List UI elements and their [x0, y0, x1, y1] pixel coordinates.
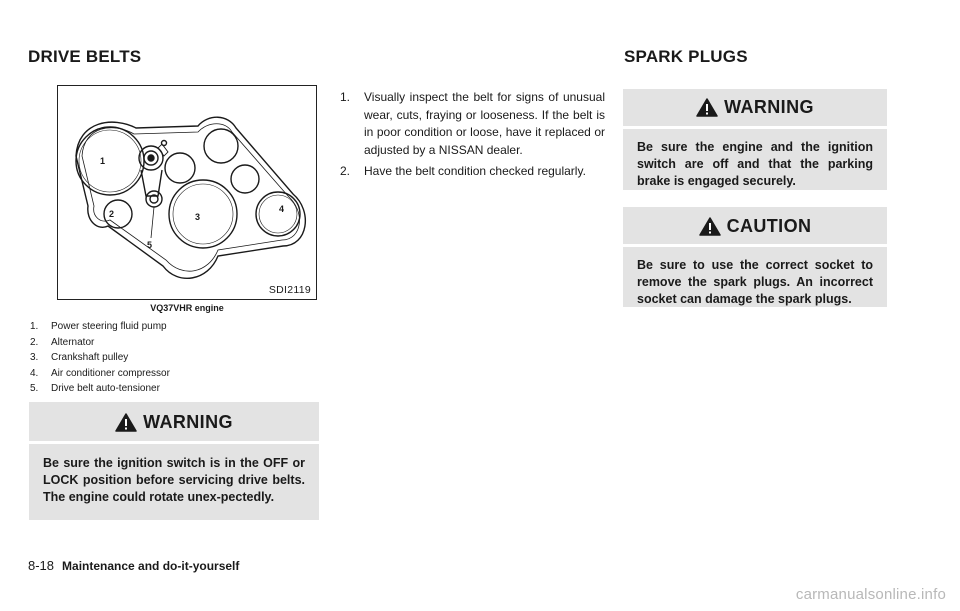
warning-heading: WARNING	[143, 412, 233, 432]
step-item: 2. Have the belt condition checked regularly.	[340, 164, 586, 178]
caution-text: Be sure to use the correct socket to remove the spark plugs. An incorrect socket can damage the spark plugs.	[637, 258, 873, 306]
legend-item: 2. Alternator	[30, 336, 95, 348]
legend-item: 1. Power steering fluid pump	[30, 321, 167, 332]
callout-3: 3	[195, 212, 201, 222]
section-title-spark-plugs: SPARK PLUGS	[624, 47, 748, 66]
spark-plug-caution-box	[623, 207, 887, 307]
chapter-title: Maintenance and do-it-yourself	[62, 559, 240, 573]
callout-1: 1	[100, 156, 106, 166]
page-footer	[28, 558, 239, 573]
figure-code: SDI2119	[268, 284, 311, 296]
caution-triangle-icon	[699, 217, 721, 236]
diagram-legend	[30, 319, 170, 397]
legend-item: 5. Drive belt auto-tensioner	[30, 383, 160, 394]
warning-triangle-icon	[696, 98, 718, 117]
legend-item: 3. Crankshaft pulley	[30, 352, 129, 363]
page-number: 8-18	[28, 558, 55, 573]
warning-triangle-icon	[115, 413, 137, 432]
callout-4: 4	[279, 204, 285, 214]
inspection-steps	[340, 89, 605, 185]
spark-plug-warning-box	[623, 89, 887, 190]
watermark: carmanualsonline.info	[795, 586, 946, 603]
warning-text: Be sure the engine and the ignition switch are off and that the parking brake is engaged securely.	[637, 140, 873, 188]
section-title-drive-belts: DRIVE BELTS	[28, 47, 142, 66]
belt-routing-drawing	[58, 86, 318, 301]
drive-belt-warning-box	[29, 402, 319, 520]
legend-item: 4. Air conditioner compressor	[30, 367, 170, 379]
warning-text: Be sure the ignition switch is in the OFF or LOCK position before servicing drive belts. The engine could rotate unex-pectedly.	[43, 456, 305, 504]
callout-2: 2	[109, 209, 115, 219]
step-item: 1. Visually inspect the belt for signs of unusual wear, cuts, fraying or looseness. If the belt is in poor condition or loose, have it replaced or adjusted by a NISSAN dealer.	[340, 90, 605, 157]
callout-5: 5	[147, 240, 153, 250]
caution-heading: CAUTION	[726, 216, 812, 236]
drive-belt-diagram	[57, 85, 317, 300]
figure-caption: VQ37VHR engine	[150, 303, 224, 313]
warning-heading: WARNING	[724, 97, 814, 117]
